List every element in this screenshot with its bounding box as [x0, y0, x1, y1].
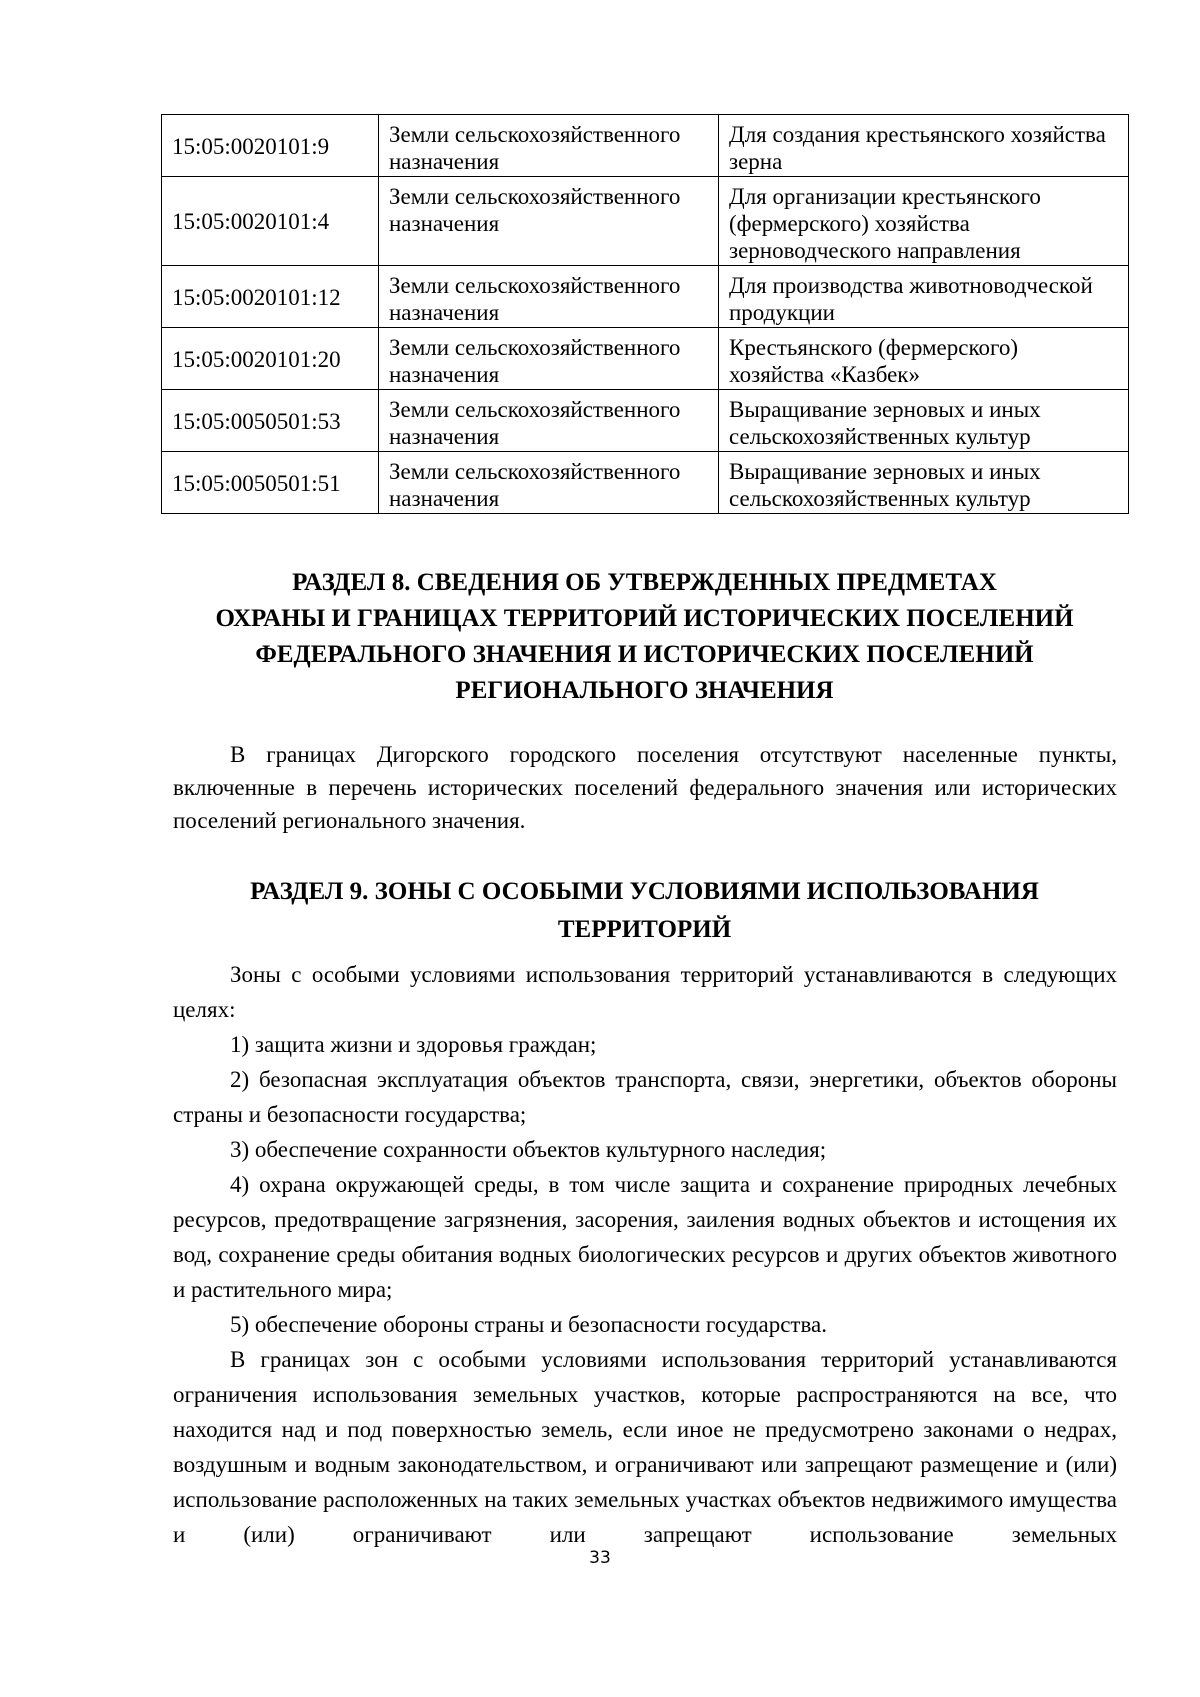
paragraph: В границах зон с особыми условиями использования территорий устанавливаются ограничения использования земельных участков, которые распространяются на все, что находится над и под поверхностью земель, если иное не предусмотрено законами о недрах, воздушным и водным законодательством, и ограничивают или запрещают размещение и (или) использование расположенных на таких земельных участках объектов недвижимого имущества и (или) ограничивают или запрещают использование земельных [173, 1347, 1117, 1547]
land-category: Земли сельскохозяйственного назначения [379, 452, 719, 514]
cadastral-number: 15:05:0020101:4 [162, 177, 379, 266]
paragraph: Зоны с особыми условиями использования территорий устанавливаются в следующих целях: [173, 962, 1117, 1022]
permitted-use: Крестьянского (фермерского) хозяйства «Казбек» [719, 328, 1129, 390]
cadastral-number: 15:05:0020101:12 [162, 266, 379, 328]
heading-line: ФЕДЕРАЛЬНОГО ЗНАЧЕНИЯ И ИСТОРИЧЕСКИХ ПОСЕЛЕНИЙ [255, 641, 1034, 668]
cadastral-number: 15:05:0050501:53 [162, 390, 379, 452]
section-8-heading [161, 565, 1128, 709]
list-item: 4) охрана окружающей среды, в том числе защита и сохранение природных лечебных ресурсов, предотвращение загрязнения, засорения, заиления водных объектов и истощения их вод, сохранение среды обитания водных биологических ресурсов и других объектов животного и растительного мира; [173, 1172, 1117, 1302]
land-category: Земли сельскохозяйственного назначения [379, 177, 719, 266]
section-8-body [173, 738, 1117, 837]
heading-line: РЕГИОНАЛЬНОГО ЗНАЧЕНИЯ [455, 677, 834, 704]
table-row [162, 452, 1129, 514]
table-row [162, 115, 1129, 177]
cadastral-number: 15:05:0050501:51 [162, 452, 379, 514]
permitted-use: Выращивание зерновых и иных сельскохозяйственных культур [719, 452, 1129, 514]
permitted-use: Выращивание зерновых и иных сельскохозяйственных культур [719, 390, 1129, 452]
land-category: Земли сельскохозяйственного назначения [379, 390, 719, 452]
permitted-use: Для производства животноводческой продукции [719, 266, 1129, 328]
cadastral-number: 15:05:0020101:9 [162, 115, 379, 177]
list-item: 1) защита жизни и здоровья граждан; [230, 1032, 597, 1057]
section-9-heading [161, 873, 1128, 949]
page-number: 33 [589, 1548, 611, 1568]
table-row [162, 390, 1129, 452]
table-row [162, 177, 1129, 266]
heading-line: РАЗДЕЛ 8. СВЕДЕНИЯ ОБ УТВЕРЖДЕННЫХ ПРЕДМЕТАХ [292, 569, 997, 596]
table-row [162, 328, 1129, 390]
permitted-use: Для организации крестьянского (фермерского) хозяйства зерноводческого направления [719, 177, 1129, 266]
heading-line: ТЕРРИТОРИЙ [557, 916, 732, 943]
heading-line: РАЗДЕЛ 9. ЗОНЫ С ОСОБЫМИ УСЛОВИЯМИ ИСПОЛЬЗОВАНИЯ [250, 878, 1039, 905]
list-item: 5) обеспечение обороны страны и безопасности государства. [230, 1312, 827, 1337]
section-9-body [173, 957, 1117, 1552]
heading-line: ОХРАНЫ И ГРАНИЦАХ ТЕРРИТОРИЙ ИСТОРИЧЕСКИХ ПОСЕЛЕНИЙ [215, 605, 1074, 632]
cadastral-number: 15:05:0020101:20 [162, 328, 379, 390]
land-category: Земли сельскохозяйственного назначения [379, 115, 719, 177]
land-category: Земли сельскохозяйственного назначения [379, 266, 719, 328]
list-item: 2) безопасная эксплуатация объектов транспорта, связи, энергетики, объектов обороны страны и безопасности государства; [173, 1067, 1117, 1127]
land-plots-table [161, 114, 1129, 514]
permitted-use: Для создания крестьянского хозяйства зерна [719, 115, 1129, 177]
list-item: 3) обеспечение сохранности объектов культурного наследия; [230, 1137, 827, 1162]
table-row [162, 266, 1129, 328]
paragraph: В границах Дигорского городского поселения отсутствуют населенные пункты, включенные в перечень исторических поселений федерального значения или исторических поселений регионального значения. [173, 742, 1117, 833]
land-category: Земли сельскохозяйственного назначения [379, 328, 719, 390]
